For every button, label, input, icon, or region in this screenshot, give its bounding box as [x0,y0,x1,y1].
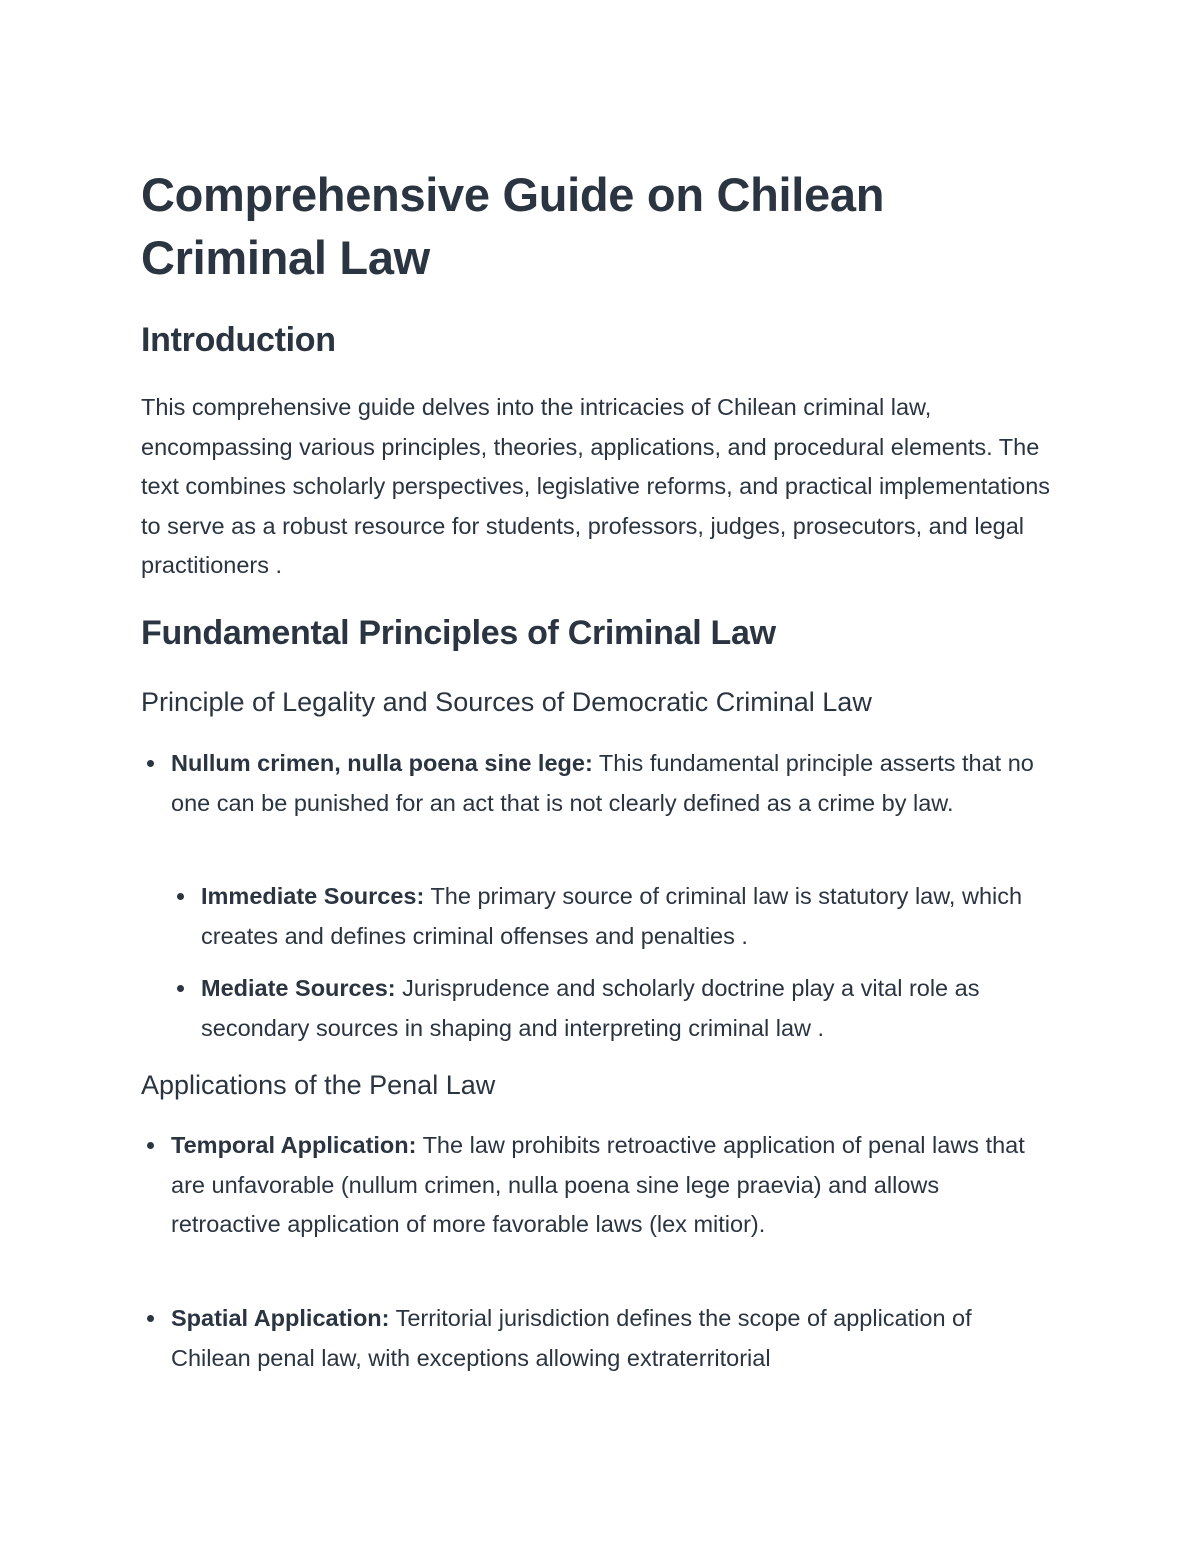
list-item-text: This fundamental principle asserts that no one can be punished for an act that is not clearly defined as a crime by law. [171,750,1034,816]
list-item-text: Jurisprudence and scholarly doctrine play a vital role as secondary sources in shaping and interpreting criminal law . [201,975,980,1041]
document-title: Comprehensive Guide on Chilean Criminal Law [141,168,885,284]
list-item-term: Temporal Application: [171,1132,417,1158]
list-item-term: Immediate Sources: [201,883,425,909]
bullet-icon [177,985,184,992]
list-item-text: Territorial jurisdiction defines the scope of application of Chilean penal law, with exceptions allowing extraterritorial [171,1305,972,1371]
section-heading-fundamental-principles: Fundamental Principles of Criminal Law [141,614,776,652]
bullet-icon [147,1315,154,1322]
list-item-term: Mediate Sources: [201,975,396,1001]
list-item-temporal-application [171,1126,1051,1245]
list-item-term: Spatial Application: [171,1305,390,1331]
intro-heading: Introduction [141,321,336,359]
bullet-icon [147,760,154,767]
list-item-nullum-crimen [171,744,1051,823]
list-item-mediate-sources [201,969,1051,1048]
subsection-heading-legality: Principle of Legality and Sources of Democratic Criminal Law [141,687,872,717]
bullet-icon [147,1142,154,1149]
list-item-spatial-application [171,1299,1051,1378]
list-item-text: The primary source of criminal law is statutory law, which creates and defines criminal offenses and penalties . [201,883,1023,949]
subsection-heading-applications: Applications of the Penal Law [141,1070,496,1100]
bullet-icon [177,893,184,900]
intro-paragraph: This comprehensive guide delves into the intricacies of Chilean criminal law, encompassing various principles, theories, applications, and procedural elements. The text combines scholarly perspectives, legislative reforms, and practical implementations to serve as a robust resource for students, professors, judges, prosecutors, and legal practitioners . [141,394,1051,578]
list-item-immediate-sources [201,877,1051,956]
list-item-text: The law prohibits retroactive application of penal laws that are unfavorable (nullum crimen, nulla poena sine lege praevia) and allows retroactive application of more favorable laws (lex mitior). [171,1132,1025,1238]
list-item-term: Nullum crimen, nulla poena sine lege: [171,750,593,776]
